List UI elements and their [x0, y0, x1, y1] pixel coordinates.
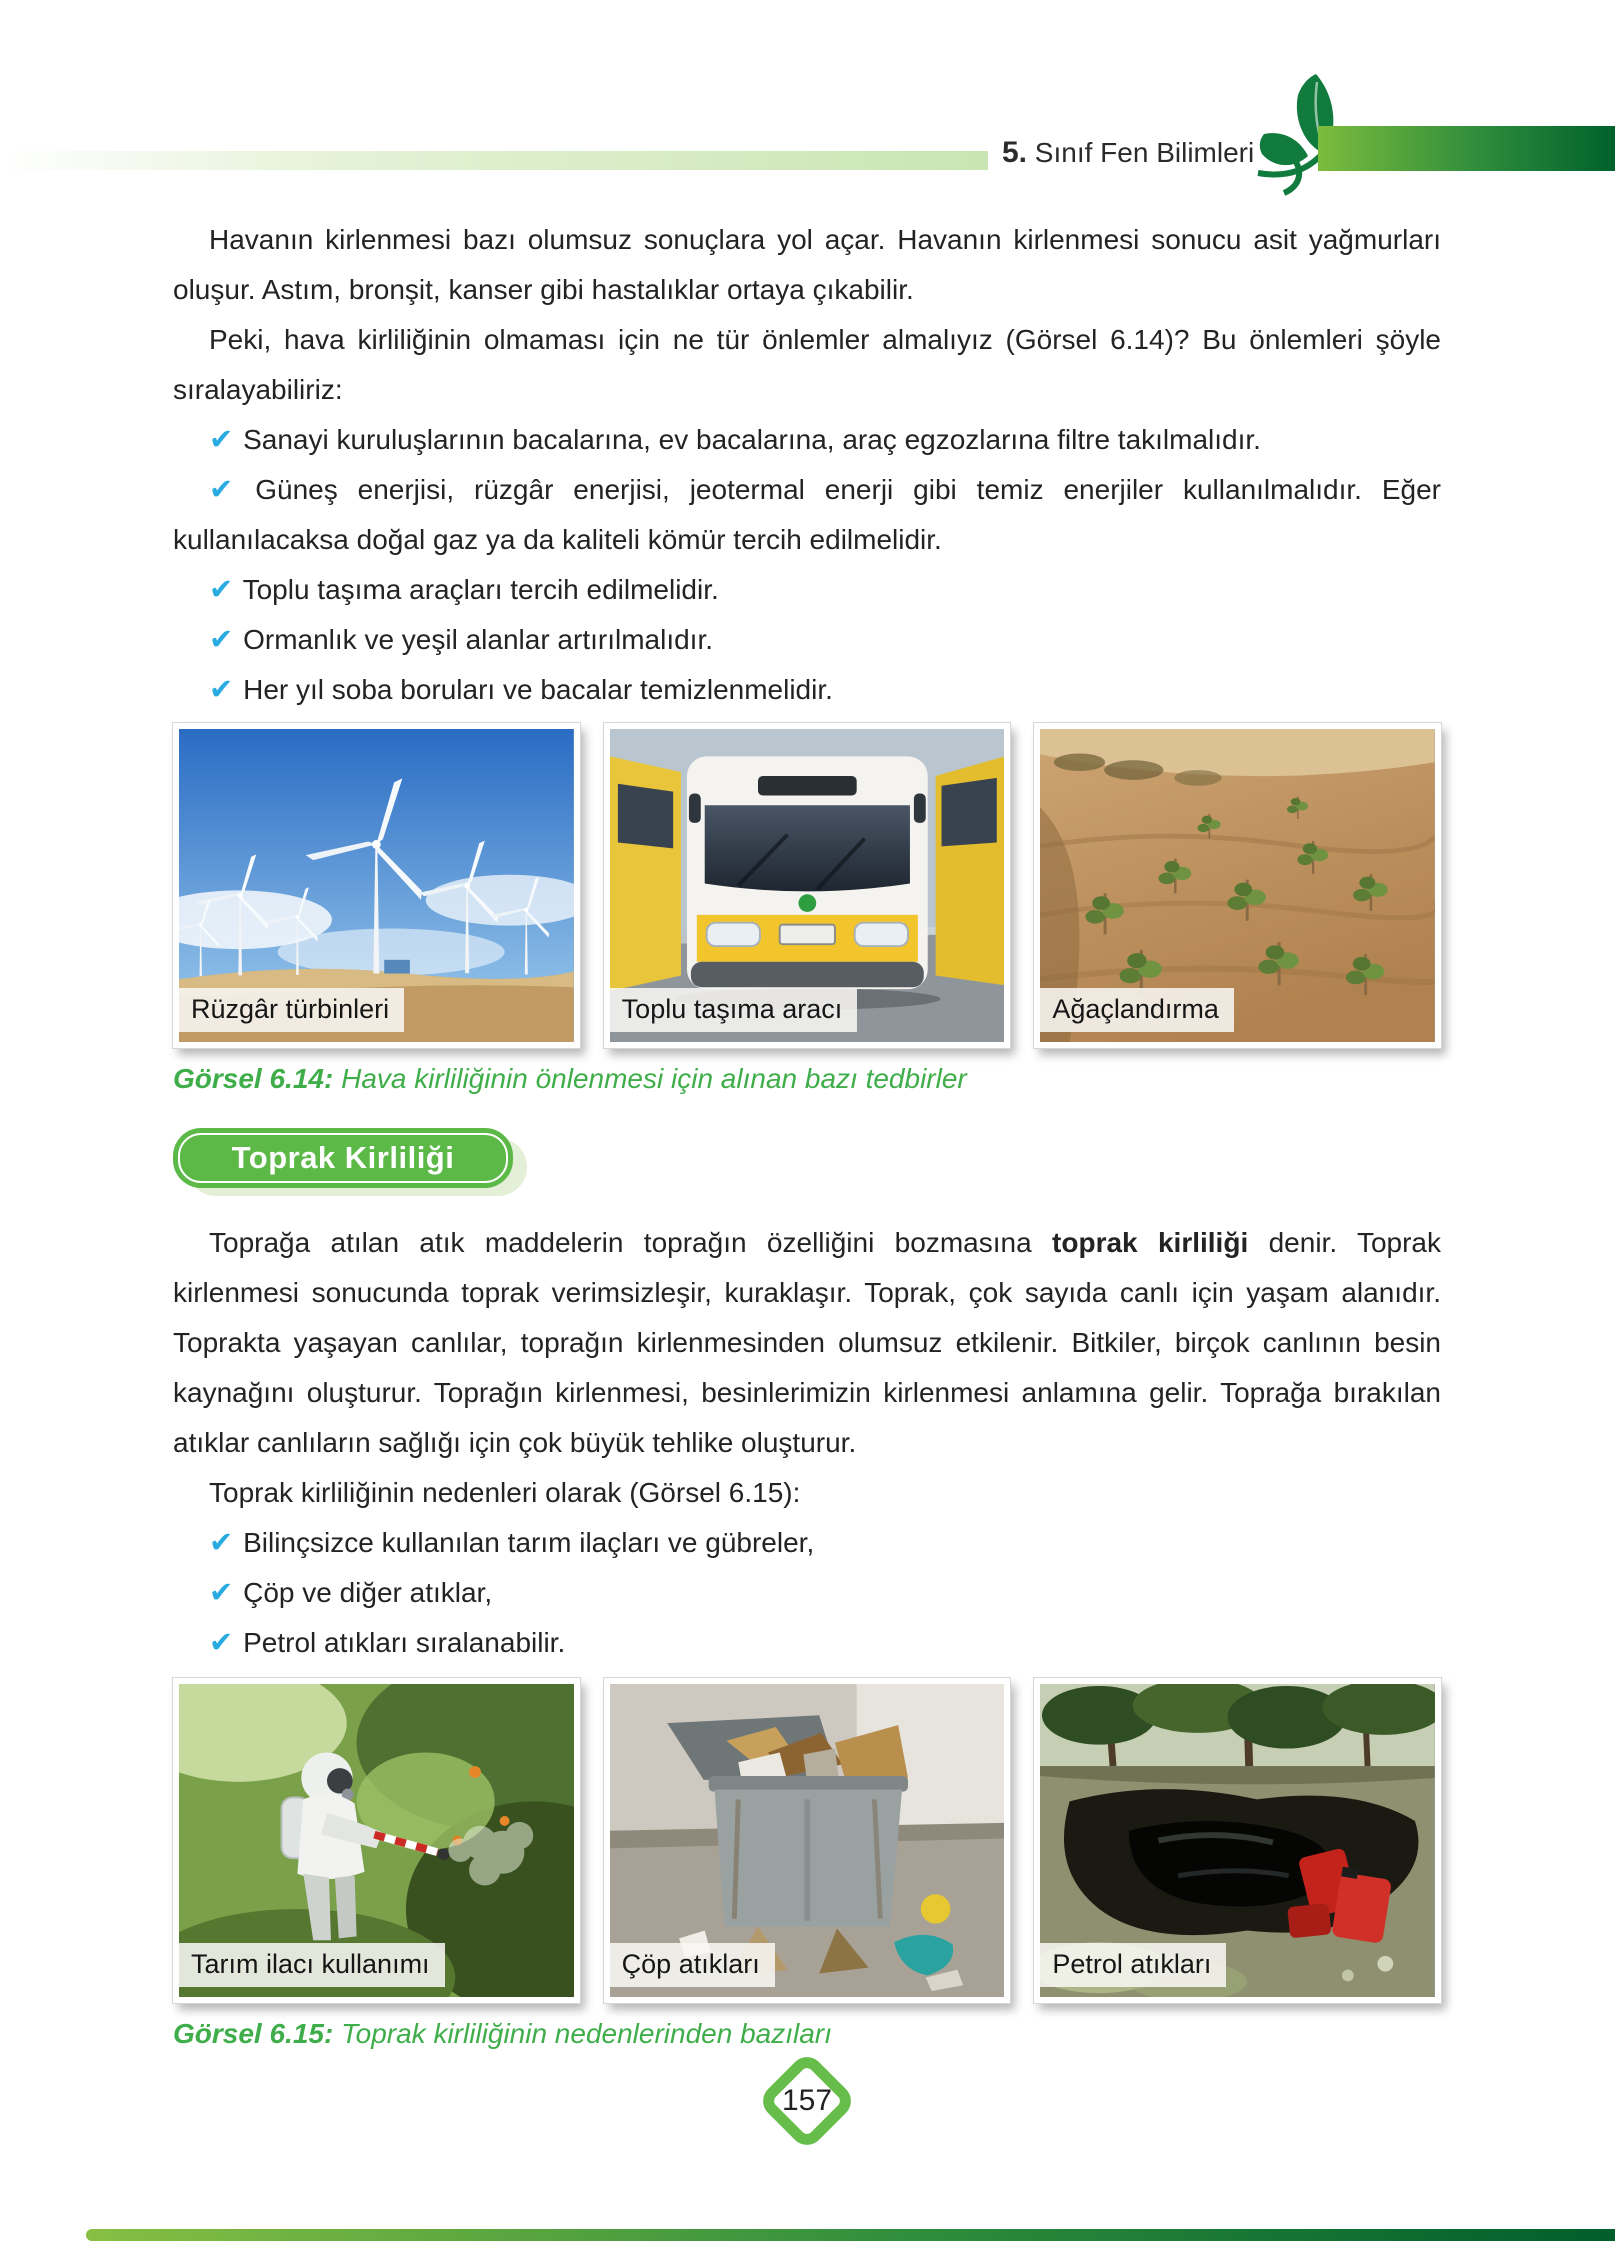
grade-number: 5. [1002, 136, 1028, 169]
figure-afforestation [1034, 723, 1441, 1048]
paragraph-air-pollution-effects: Havanın kirlenmesi bazı olumsuz sonuçlara yol açar. Havanın kirlenmesi sonucu asit yağmurları oluşur. Astım, bronşit, kanser gibi hastalıklar ortaya çıkabilir. [173, 224, 1441, 305]
section-pill [173, 1128, 513, 1188]
figure-label: Rüzgâr türbinleri [179, 988, 404, 1032]
page-number-badge [756, 2050, 858, 2152]
section-title: Toprak Kirliliği [231, 1140, 455, 1175]
figure-label: Tarım ilacı kullanımı [179, 1943, 445, 1987]
figure-row-6-14 [173, 723, 1441, 1048]
course-title: Sınıf Fen Bilimleri [1027, 137, 1255, 168]
figure-pesticide-use [173, 1678, 580, 2003]
paragraph-soil-pollution: Toprağa atılan atık maddelerin toprağın özelliğini bozmasına toprak kirliliği denir. Toprak kirlenmesi sonucunda toprak verimsizleşir, kuraklaşır. Toprak, çok sayıda canlı için yaşam alanıdır. Toprakta yaşayan canlılar, toprağın kirlenmesinden olumsuz etkilenir. Bitkiler, birçok canlının besin kaynağını oluşturur. Toprağın kirlenmesi, besinlerimizin kirlenmesi anlamına gelir. Toprağa bırakılan atıklar canlıların sağlığı için çok büyük tehlike oluşturur. [173, 1227, 1442, 1458]
bold-term-soil-pollution: toprak kirliliği [1052, 1227, 1249, 1258]
page-number: 157 [781, 2084, 833, 2117]
figure-bus [604, 723, 1011, 1048]
check-icon: ✔ [209, 1527, 236, 1559]
check-icon: ✔ [209, 574, 236, 606]
footer-green-bar [86, 2229, 1615, 2241]
check-icon: ✔ [209, 624, 236, 656]
bullet-clean-energy: ✔ Güneş enerjisi, rüzgâr enerjisi, jeotermal enerji gibi temiz enerjiler kullanılmalıdır. Eğer kullanılacaksa doğal gaz ya da kaliteli kömür tercih edilmelidir. [173, 474, 1442, 555]
check-icon: ✔ [209, 474, 236, 506]
page-number-container [173, 2065, 1441, 2137]
header-dark-green-bar [1318, 126, 1615, 171]
check-icon: ✔ [209, 1577, 236, 1609]
check-icon: ✔ [209, 424, 236, 456]
section-header-soil-pollution [173, 1128, 517, 1190]
caption-6-14: Görsel 6.14: Hava kirliliğinin önlenmesi için alınan bazı tedbirler [173, 1063, 967, 1094]
figure-oil-waste [1034, 1678, 1441, 2003]
figure-label: Çöp atıkları [610, 1943, 775, 1987]
check-icon: ✔ [209, 674, 236, 706]
figure-wind-turbines [173, 723, 580, 1048]
paragraph-soil-causes-intro: Toprak kirliliğinin nedenleri olarak (Görsel 6.15): [209, 1477, 801, 1508]
figure-label: Toplu taşıma aracı [610, 988, 858, 1032]
bullet-garbage: ✔ Çöp ve diğer atıklar, [209, 1577, 493, 1609]
content-column [173, 215, 1441, 2137]
figure-label: Ağaçlandırma [1040, 988, 1234, 1032]
paragraph-air-pollution-question: Peki, hava kirliliğinin olmaması için ne tür önlemler almalıyız (Görsel 6.14)? Bu önlemleri şöyle sıralayabiliriz: [173, 324, 1441, 405]
bullet-oil-waste: ✔ Petrol atıkları sıralanabilir. [209, 1627, 566, 1659]
bullet-chimney-cleaning: ✔ Her yıl soba boruları ve bacalar temizlenmelidir. [209, 674, 833, 706]
check-icon: ✔ [209, 1627, 236, 1659]
page-title [1002, 136, 1272, 170]
figure-garbage-waste [604, 1678, 1011, 2003]
bullet-public-transport: ✔ Toplu taşıma araçları tercih edilmelidir. [209, 574, 719, 606]
bullet-filters: ✔ Sanayi kuruluşlarının bacalarına, ev bacalarına, araç egzozlarına filtre takılmalıdır. [209, 424, 1261, 456]
bullet-pesticides: ✔ Bilinçsizce kullanılan tarım ilaçları ve gübreler, [209, 1527, 815, 1559]
header-light-green-bar [0, 151, 988, 170]
bullet-green-areas: ✔ Ormanlık ve yeşil alanlar artırılmalıdır. [209, 624, 714, 656]
caption-6-15: Görsel 6.15: Toprak kirliliğinin nedenlerinden bazıları [173, 2018, 832, 2049]
figure-label: Petrol atıkları [1040, 1943, 1226, 1987]
figure-row-6-15 [173, 1678, 1441, 2003]
